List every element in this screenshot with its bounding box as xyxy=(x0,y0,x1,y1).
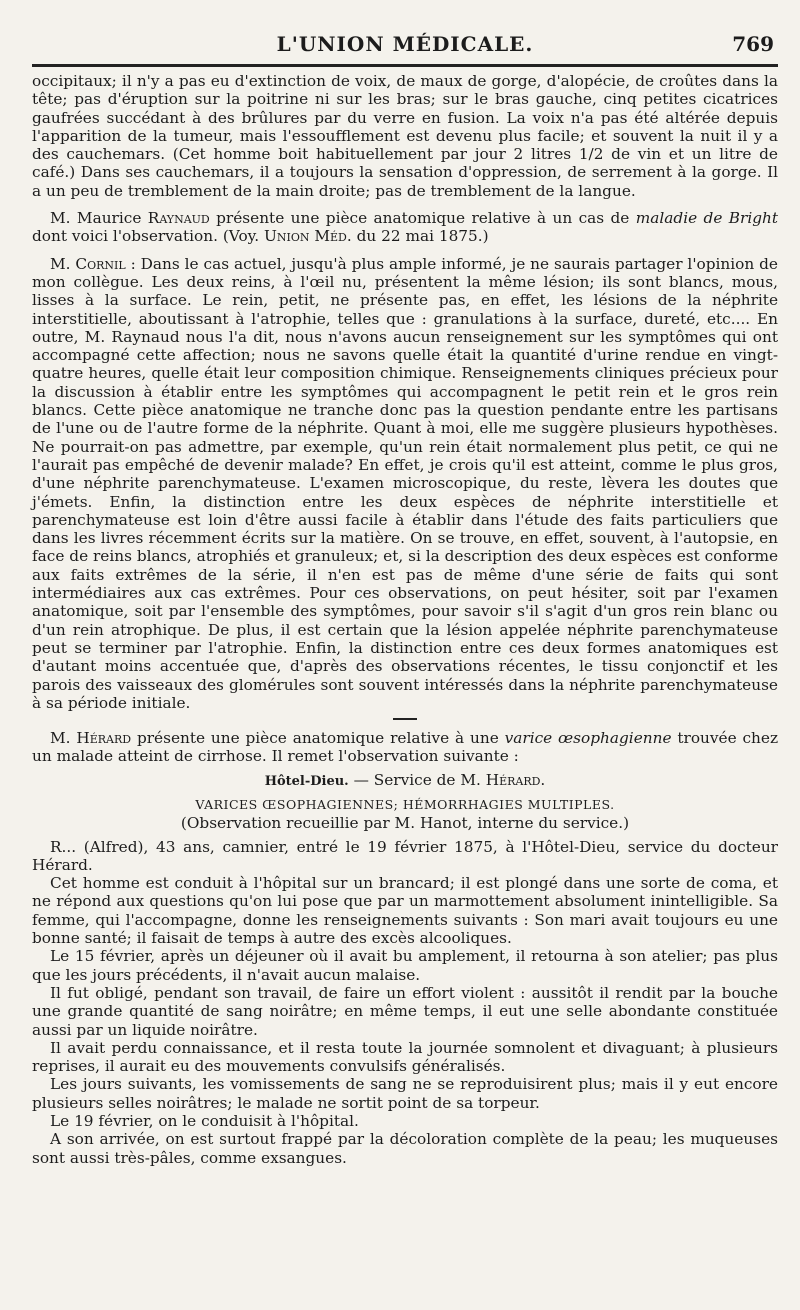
service-dash: — xyxy=(353,770,369,789)
spacer xyxy=(32,246,778,255)
hospital-name: Hôtel-Dieu. xyxy=(264,773,349,789)
spacer xyxy=(32,200,778,209)
cornil-text: Dans le cas actuel, jusqu'à plus ample informé, je ne saurais partager l'opinion de mon collègue. Les deux reins, à l'œil nu, présentent la même lésion; ils sont blancs, mous, lisses à la surface. Le rein, petit, ne présente pas, en effet, les lésions de la néphrite interstitielle, aboutissant à l'atrophie, telles que : granulations à la surface, dureté, etc.... En outre, M. Raynaud nous l'a dit, nous n'avons aucun renseignement sur les symptômes qui ont accompagné cette affection; nous ne savons quelle était la quantité d'urine rendue en vingt-quatre heures, quelle était leur composition chimique. Renseignements cliniques précieux pour la discussion à établir entre les symptômes qui accompagnent le petit rein et le gros rein blancs. Cette pièce anatomique ne tranche donc pas la question pendante entre les partisans de l'une ou de l'autre forme de la néphrite. Quant à moi, elle me suggère plusieurs hypothèses. Ne pourrait-on pas admettre, par exemple, qu'un rein était normalement plus petit, ce qui ne l'aurait pas empêché de devenir malade? En effet, je crois qu'il est atteint, comme le plus gros, d'une néphrite parenchymateuse. L'examen microscopique, du reste, lèvera les doutes que j'émets. Enfin, la distinction entre les deux espèces de néphrite interstitielle et parenchymateuse est loin d'être aussi facile à établir dans l'étude des faits particuliers que dans les livres récemment écrits sur la matière. On se trouve, en effet, souvent, à l'autopsie, en face de reins blancs, atrophiés et granuleux; et, si la description des deux espèces est conforme aux faits extrêmes de la série, il n'en est pas de même d'une série de faits qui sont intermédiaires aux cas extrêmes. Pour ces observations, on peut hésiter, soit par l'examen anatomique, soit par l'ensemble des symptômes, pour savoir s'il s'agit d'un gros rein blanc ou d'un rein atrophique. De plus, il est certain que la lésion appelée néphrite parenchymateuse peut se terminer par l'atrophie. Enfin, la distinction entre ces deux formes anatomiques est d'autant moins accentuée que, d'après des observations récentes, le tissu conjonctif et les parois des vaisseaux des glomérules sont souvent intéressés dans la néphrite parenchymateuse à sa période initiale. xyxy=(32,254,778,712)
raynaud-disease: maladie de Bright xyxy=(635,209,779,228)
service-doctor: Hérard. xyxy=(485,770,546,789)
herard-text-1: présente une pièce anatomique relative à une xyxy=(136,729,499,748)
raynaud-text-3: du 22 mai 1875.) xyxy=(356,227,489,246)
case-title: VARICES ŒSOPHAGIENNES; HÉMORRHAGIES MULTIPLES. xyxy=(195,796,615,812)
observer-line: (Observation recueillie par M. Hanot, interne du service.) xyxy=(180,814,630,833)
header-rule xyxy=(32,64,778,67)
herard-name: M. Hérard xyxy=(50,729,132,748)
case-paragraph: Cet homme est conduit à l'hôpital sur un brancard; il est plongé dans une sorte de coma, et ne répond aux questions qu'on lui pose que par un marmottement absolument inintelligible. Sa femme, qui l'accompagne, donne les renseignements suivants : Son mari avait toujours eu une bonne santé; il faisait de temps à autre des excès alcooliques. xyxy=(32,874,778,948)
raynaud-text-2: dont voici l'observation. (Voy. xyxy=(32,227,260,246)
cornil-paragraph xyxy=(32,255,778,712)
page-header xyxy=(32,32,778,72)
intro-paragraph: occipitaux; il n'y a pas eu d'extinction de voix, de maux de gorge, d'alopécie, de croûtes dans la tête; pas d'éruption sur la poitrine ni sur les bras; sur le bras gauche, cinq petites cicatrices gaufrées succédant à des brûlures par du verre en fusion. La voix n'a pas été altérée depuis l'apparition de la tumeur, mais l'essoufflement est devenu plus facile; et souvent la nuit il y a des cauchemars. (Cet homme boit habituellement par jour 2 litres 1/2 de vin et un litre de café.) Dans ses cauchemars, il a toujours la sensation d'oppression, de serrement à la gorge. Il a un peu de tremblement de la main droite; pas de tremblement de la langue. xyxy=(32,72,778,200)
case-paragraph: A son arrivée, on est surtout frappé par la décoloration complète de la peau; les muqueuses sont aussi très-pâles, comme exsangues. xyxy=(32,1130,778,1167)
case-paragraph: Les jours suivants, les vomissements de sang ne se reproduisirent plus; mais il y eut encore plusieurs selles noirâtres; le malade ne sortit point de sa torpeur. xyxy=(32,1075,778,1112)
case-paragraph: Il avait perdu connaissance, et il resta toute la journée somnolent et divaguant; à plusieurs reprises, il aurait eu des mouvements convulsifs généralisés. xyxy=(32,1038,778,1076)
page-number: 769 xyxy=(732,32,774,56)
herard-text-2: trouvée chez un malade atteint de cirrhose. Il remet l'observation suivante : xyxy=(32,729,779,766)
case-paragraph: Il fut obligé, pendant son travail, de faire un effort violent : aussitôt il rendit par la bouche une grande quantité de sang noirâtre; en même temps, il eut une selle abondante constituée aussi par un liquide noirâtre. xyxy=(32,983,778,1039)
journal-title: L'UNION MÉDICALE. xyxy=(276,32,534,56)
service-heading xyxy=(32,771,778,791)
cornil-name: M. Cornil : xyxy=(50,254,136,273)
herard-paragraph xyxy=(32,729,778,766)
case-paragraph: Le 19 février, on le conduisit à l'hôpital. xyxy=(50,1112,359,1131)
raynaud-paragraph xyxy=(32,209,778,246)
case-paragraph: Le 15 février, après un déjeuner où il avait bu amplement, il retourna à son atelier; pas plus que les jours précédents, il n'avait aucun malaise. xyxy=(32,947,778,984)
article-body xyxy=(32,72,778,1167)
raynaud-name: Raynaud xyxy=(147,209,210,228)
raynaud-text-1: présente une pièce anatomique relative à un cas de xyxy=(216,209,630,228)
raynaud-reference: Union Méd. xyxy=(264,227,352,246)
herard-disease: varice œsophagienne xyxy=(504,729,672,748)
raynaud-prefix: M. Maurice xyxy=(50,209,142,228)
section-divider xyxy=(393,718,417,720)
service-of: Service de M. xyxy=(373,770,481,789)
case-paragraph: R... (Alfred), 43 ans, camnier, entré le 19 février 1875, à l'Hôtel-Dieu, service du docteur Hérard. xyxy=(32,837,778,874)
